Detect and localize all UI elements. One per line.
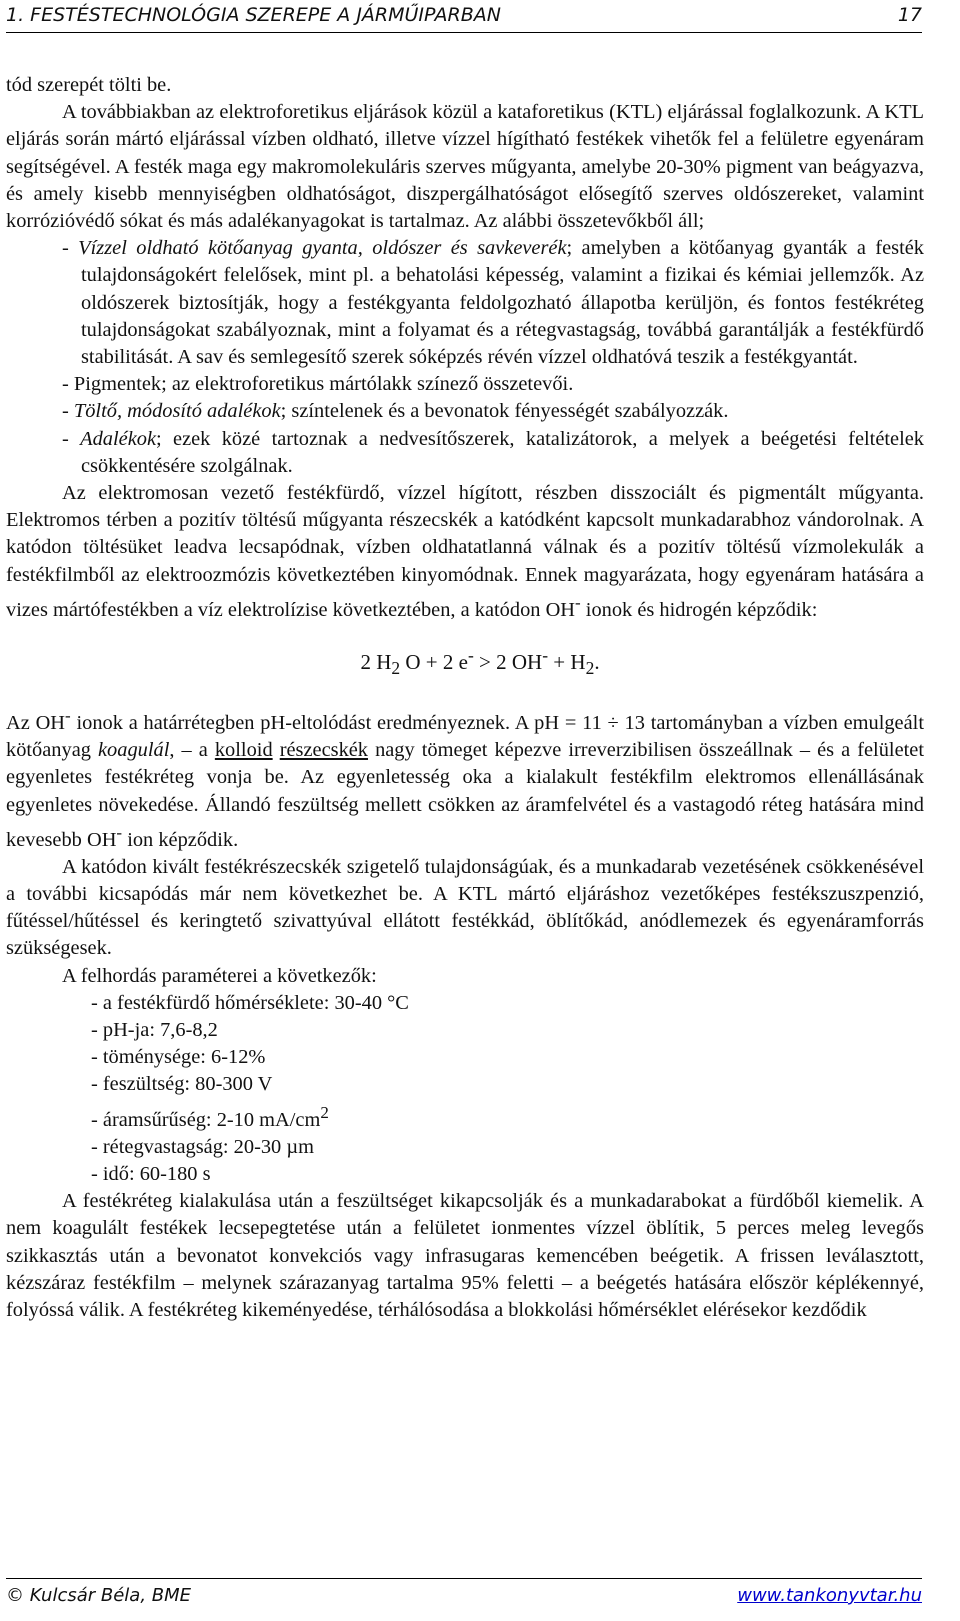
param-temperature: - a festékfürdő hőmérséklete: 30-40 °C: [91, 991, 409, 1014]
paragraph-equipment: A katódon kivált festékrészecskék szigetelő tulajdonságúak, és a munkadarab vezetésének csökkenésével a további kicsapódás már nem következhet be. A KTL mártó eljáráshoz vezetőképes festékszuszpenzió, fűtéssel/hűtéssel és keringtető szivattyúval ellátott festékkád, öblítőkád, anódlemezek és egyenáramforrás szükségesek.: [6, 855, 924, 960]
param-ph: - pH-ja: 7,6-8,2: [91, 1019, 218, 1042]
chemical-equation: 2 $H_2$ O + 2 e- > 2 $OH^- + H_2$.: [360, 644, 600, 679]
param-time: - idő: 60-180 s: [91, 1162, 211, 1185]
param-concentration: - töménysége: 6-12%: [91, 1046, 266, 1069]
param-thickness: - rétegvastagság: 20-30 µm: [91, 1135, 314, 1158]
param-current-density: - áramsűrűség: 2-10 $mA/cm^2$: [91, 1102, 329, 1131]
binder-term: Vízzel oldható kötőanyag gyanta, oldószer és savkeverék: [78, 237, 567, 260]
list-item-additives: - Adalékok; ezek közé tartoznak a nedvesítőszerek, katalizátorok, a melyek a beégetési feltételek csökkentésére szolgálnak.: [62, 427, 925, 477]
author-credit: © Kulcsár Béla, BME: [6, 1585, 192, 1606]
additives-term: Adalékok: [80, 427, 157, 450]
list-item-pigments: - Pigmentek; az elektroforetikus mártólakk színező összetevői.: [62, 373, 574, 396]
fillers-term: Töltő, módosító adalékok: [73, 400, 281, 423]
reszecskek-link[interactable]: részecskék: [279, 739, 369, 762]
paragraph-continuation: tód szerepét tölti be.: [6, 74, 172, 96]
paragraph-curing: A festékréteg kialakulása után a feszültséget kikapcsolják és a munkadarabokat a fürdőből kiemelik. A nem koagulált festékek lecsepegtetése után a felületet ionmentes vízzel öblítik, 5 perces meleg levegős szikkasztás után a bevonatot konvekciós vagy infrasugaras kemencében beégetik. A frissen leválasztott, kézszáraz festékfilm – melynek szárazanyag tartalma 95% feletti – a beégetés hatására először képlékennyé, folyóssá válik. A festékréteg kikeményedése, térhálósodása a blokkolási hőmérséklet elérésekor kezdődik: [6, 1190, 924, 1321]
page-footer: [6, 1578, 922, 1606]
list-item-fillers: - Töltő, módosító adalékok; színtelenek és a bevonatok fényességét szabályozzák.: [62, 400, 729, 423]
param-voltage: - feszültség: 80-300 V: [91, 1073, 273, 1096]
list-item-binder: - Vízzel oldható kötőanyag gyanta, oldószer és savkeverék; amelyben a kötőanyag gyanták a festék tulajdonságokért felelősek, mint pl. a behatolási képesség, valamint a fizikai és kémiai jellemzők. Az oldószerek biztosítják, hogy a festékgyanta feldolgozható állapotba kerüljön, és fontos festékréteg tulajdonságokat szabályoznak, mint a folyamat és a rétegvastagság, továbbá garantálják a festékfürdő stabilitását. A sav és semlegesítő szerek sóképzés révén vízzel oldhatóvá teszik a festékgyantát.: [62, 237, 924, 369]
website-link[interactable]: www.tankonyvtar.hu: [737, 1585, 922, 1606]
page-number: 17: [897, 4, 922, 26]
paragraph-coagulation: Az OH- ionok a határrétegben pH-eltolódást eredményeznek. A pH = 11 ÷ 13 tartományban a vízben emulgeált kötőanyag koagulál, – a kolloid részecskék nagy tömeget képezve irreverzibilisen összeállnak – és a felületet egyenletes festékréteg vonja be. Az egyenletesség oka a kialakult festékfilm elektromos ellenállásának egyenletes növekedése. Állandó feszültség mellett csökken az áramfelvétel és a vastagodó réteg hatására mind kevesebb OH- ion képződik.: [6, 706, 925, 851]
document-body: [6, 72, 924, 1324]
kolloid-link[interactable]: kolloid: [214, 739, 273, 762]
paragraph-electrolysis: Az elektromosan vezető festékfürdő, vízzel hígított, részben disszociált és pigmentált műgyanta. Elektromos térben a pozitív töltésű műgyanta részecskék a katódként kapcsolt munkadarabhoz vándorolnak. A katódon töltésüket leadva lecsapódnak, vízben oldhatatlanná válnak és a pozitív töltésű vízmolekulák a festékfilmből az elektroozmózis következtében kinyomódnak. Ennek magyarázata, hogy egyenáram hatására a vizes mártófestékben a víz elektrolízise következtében, a katódon OH- ionok és hidrogén képződik:: [6, 482, 924, 621]
chapter-title: 1. FESTÉSTECHNOLÓGIA SZEREPE A JÁRMŰIPARBAN: [6, 4, 501, 26]
page-header: [6, 2, 922, 33]
paragraph-ktl-intro: A továbbiakban az elektroforetikus eljárások közül a kataforetikus (KTL) eljárással foglalkozunk. A KTL eljárás során mártó eljárással vízben oldható, illetve vízzel hígítható festékek vihetők fel a felületre egyenáram segítségével. A festék maga egy makromolekuláris szerves műgyanta, amelybe 20-30% pigment van beágyazva, és amely kisebb mennyiségben oldhatóságot, diszpergálhatóságot elősegítő szerves oldószereket, valamint korrózióvédő sókat és más adalékanyagokat is tartalmaz. Az alábbi összetevőkből áll;: [6, 101, 924, 233]
paragraph-parameters-intro: A felhordás paraméterei a következők:: [62, 964, 377, 987]
